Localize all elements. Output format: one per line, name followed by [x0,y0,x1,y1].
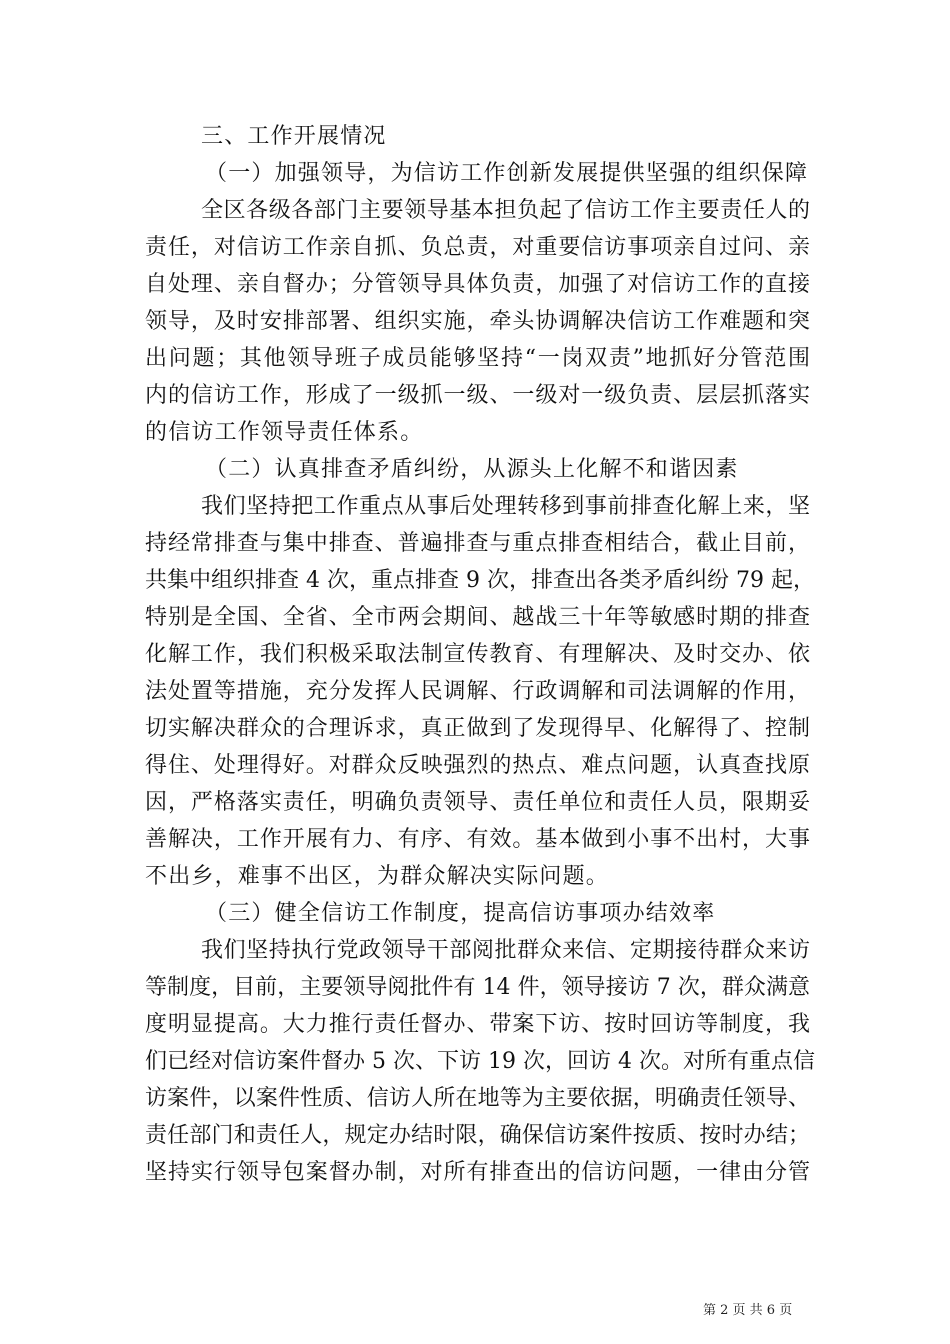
paragraph-line: 内的信访工作，形成了一级抓一级、一级对一级负责、层层抓落实 [145,383,810,408]
paragraph-line: 责任，对信访工作亲自抓、负总责，对重要信访事项亲自过问、亲 [145,235,810,260]
paragraph-line: 访案件，以案件性质、信访人所在地等为主要依据，明确责任领导、 [145,1086,810,1111]
paragraph-line: 切实解决群众的合理诉求，真正做到了发现得早、化解得了、控制 [145,716,810,741]
subsection-title-3: （三）健全信访工作制度，提高信访事项办结效率 [205,901,716,926]
paragraph-line: 责任部门和责任人，规定办结时限，确保信访案件按质、按时办结； [145,1123,810,1148]
paragraph-line: 全区各级各部门主要领导基本担负起了信访工作主要责任人的 [201,198,810,223]
paragraph-line: 的信访工作领导责任体系。 [145,420,424,445]
paragraph-line: 化解工作，我们积极采取法制宣传教育、有理解决、及时交办、依 [145,642,810,667]
paragraph-line: 持经常排查与集中排查、普遍排查与重点排查相结合，截止目前， [145,531,810,556]
document-body [145,118,815,1191]
paragraph-line: 因，严格落实责任，明确负责领导、责任单位和责任人员，限期妥 [145,790,810,815]
paragraph-line: 坚持实行领导包案督办制，对所有排查出的信访问题，一律由分管 [145,1160,810,1185]
page-number: 第 2 页 共 6 页 [703,1303,793,1318]
paragraph-line: 我们坚持把工作重点从事后处理转移到事前排查化解上来，坚 [201,494,810,519]
paragraph-line: 特别是全国、全省、全市两会期间、越战三十年等敏感时期的排查 [145,605,810,630]
paragraph-line: 领导，及时安排部署、组织实施，牵头协调解决信访工作难题和突 [145,309,810,334]
paragraph-line: 不出乡，难事不出区，为群众解决实际问题。 [145,864,610,889]
subsection-title-1: （一）加强领导，为信访工作创新发展提供坚强的组织保障 [205,161,809,186]
paragraph-line: 度明显提高。大力推行责任督办、带案下访、按时回访等制度，我 [145,1012,810,1037]
section-heading: 三、工作开展情况 [201,124,387,149]
subsection-title-2: （二）认真排查矛盾纠纷，从源头上化解不和谐因素 [205,457,739,482]
paragraph-line: 出问题；其他领导班子成员能够坚持“一岗双责”地抓好分管范围 [145,346,810,371]
paragraph-line: 善解决，工作开展有力、有序、有效。基本做到小事不出村，大事 [145,827,810,852]
paragraph-line: 们已经对信访案件督办 5 次、下访 19 次，回访 4 次。对所有重点信 [145,1049,815,1074]
paragraph-line: 法处置等措施，充分发挥人民调解、行政调解和司法调解的作用， [145,679,810,704]
paragraph-line: 得住、处理得好。对群众反映强烈的热点、难点问题，认真查找原 [145,753,810,778]
paragraph-line: 我们坚持执行党政领导干部阅批群众来信、定期接待群众来访 [201,938,810,963]
paragraph-line: 自处理、亲自督办；分管领导具体负责，加强了对信访工作的直接 [145,272,810,297]
paragraph-line: 等制度，目前，主要领导阅批件有 14 件，领导接访 7 次，群众满意 [145,975,810,1000]
paragraph-line: 共集中组织排查 4 次，重点排查 9 次，排查出各类矛盾纠纷 79 起， [145,568,815,593]
